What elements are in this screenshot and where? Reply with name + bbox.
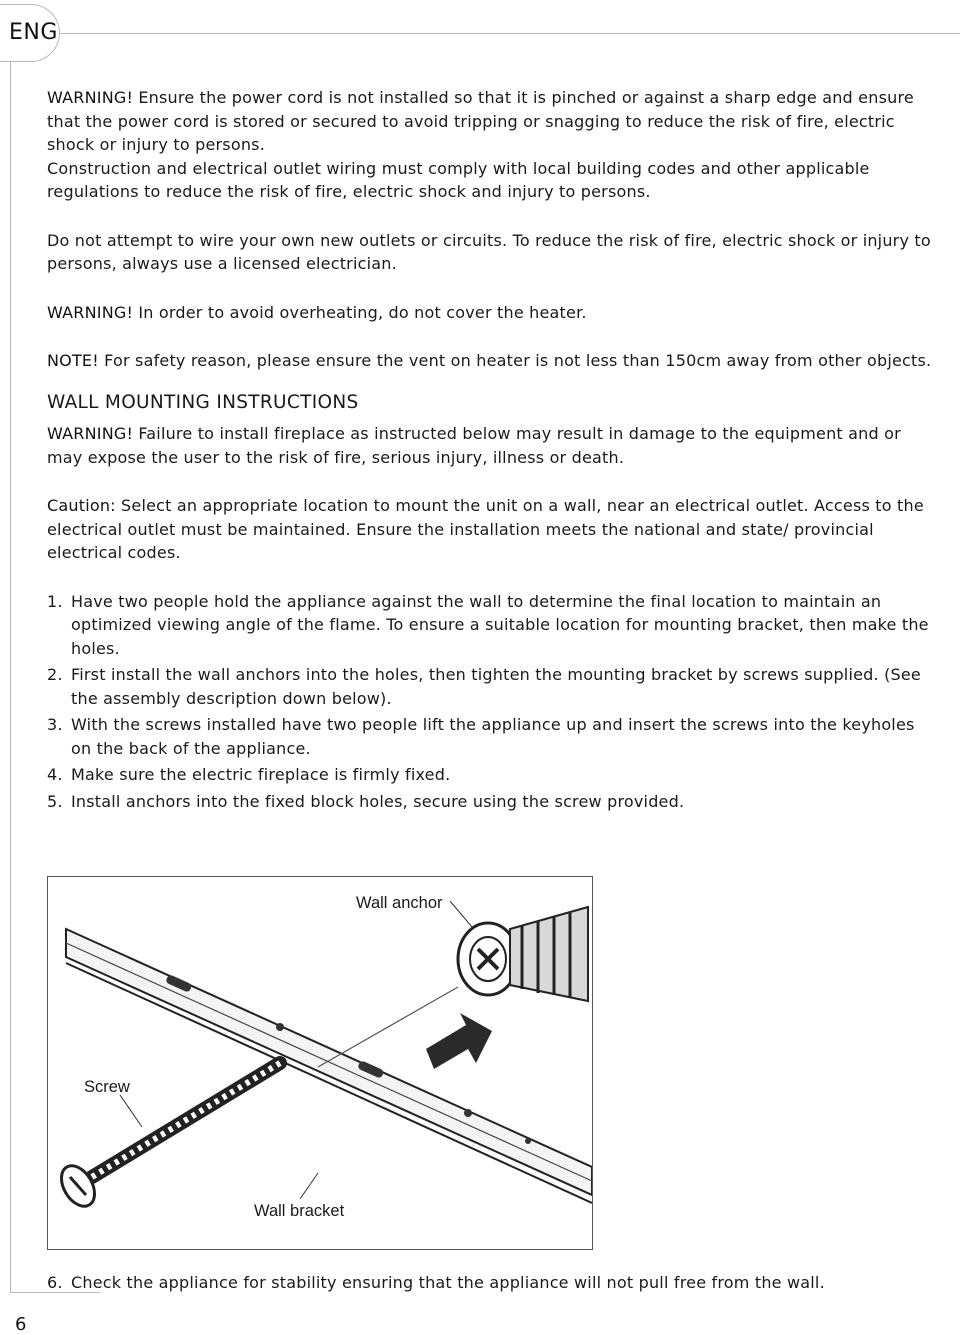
warning-text: Failure to install fireplace as instructed below may result in damage to the equipment and or may expose the user to the risk of fire, serious injury, illness or death.	[47, 424, 901, 467]
step-text: Have two people hold the appliance against the wall to determine the final location to maintain an optimized viewing angle of the flame. To ensure a suitable location for mounting bracket, then make the holes.	[71, 591, 929, 658]
warning-text: Ensure the power cord is not installed so that it is pinched or against a sharp edge and ensure that the power cord is stored or secured to avoid tripping or snagging to reduce the risk of fire, electric shock or injury to persons.	[47, 88, 914, 154]
licensed-electrician-paragraph: Do not attempt to wire your own new outlets or circuits. To reduce the risk of fire, electric shock or injury to persons, always use a licensed electrician.	[47, 230, 931, 273]
step-item	[47, 1271, 937, 1295]
step-item	[47, 590, 937, 661]
caution-text: Select an appropriate location to mount the unit on a wall, near an electrical outlet. Access to the electrical outlet must be maintained. Ensure the installation meets the national and state/ provincial electrical codes.	[47, 496, 924, 562]
instruction-steps	[47, 590, 937, 814]
step-number: 6.	[47, 1273, 63, 1292]
label-wall-bracket: Wall bracket	[254, 1202, 345, 1220]
screw-leader-line	[120, 1095, 142, 1127]
warning-text: In order to avoid overheating, do not cover the heater.	[133, 302, 587, 322]
note-text: For safety reason, please ensure the vent on heater is not less than 150cm away from other objects.	[98, 351, 932, 370]
step-item	[47, 763, 937, 787]
warning-keyword: WARNING!	[47, 88, 134, 107]
note-keyword: NOTE!	[47, 351, 99, 370]
caution-location	[47, 494, 937, 565]
warning-overheating	[47, 301, 937, 325]
step-number: 4.	[47, 765, 63, 784]
step-text: First install the wall anchors into the holes, then tighten the mounting bracket by screws supplied. (See the assembly description down below).	[71, 665, 921, 708]
page-number: 6	[15, 1314, 27, 1335]
label-screw: Screw	[84, 1078, 130, 1096]
language-tab	[0, 4, 60, 62]
warning-power-cord	[47, 86, 937, 157]
language-label: ENG	[9, 20, 58, 45]
note-vent-distance	[47, 349, 937, 373]
page-frame-left	[10, 62, 11, 1292]
step-item	[47, 663, 937, 710]
assembly-drawing	[48, 877, 592, 1249]
step-number: 2.	[47, 665, 63, 684]
step-number: 1.	[47, 591, 63, 611]
document-body	[47, 86, 937, 816]
step-item	[47, 790, 937, 814]
section-heading: WALL MOUNTING INSTRUCTIONS	[47, 391, 359, 413]
assembly-diagram	[47, 876, 593, 1250]
anchor-leader-line	[450, 901, 472, 927]
step-item	[47, 713, 937, 760]
caution-keyword: Caution:	[47, 496, 116, 515]
bracket-leader-line	[300, 1173, 318, 1199]
page-frame-top	[60, 33, 960, 34]
step-text: Install anchors into the fixed block holes, secure using the screw provided.	[71, 791, 685, 811]
warning-keyword: WARNING!	[47, 424, 134, 443]
step-text: With the screws installed have two people lift the appliance up and insert the screws into the keyholes on the back of the appliance.	[71, 715, 915, 758]
wiring-codes-paragraph: Construction and electrical outlet wiring must comply with local building codes and other applicable regulations to reduce the risk of fire, electric shock and injury to persons.	[47, 158, 870, 201]
arrow-icon	[426, 1013, 492, 1069]
step-number: 5.	[47, 791, 63, 811]
step-text: Check the appliance for stability ensuring that the appliance will not pull free from the wall.	[71, 1273, 825, 1292]
step-text: Make sure the electric fireplace is firmly fixed.	[71, 765, 451, 784]
label-wall-anchor: Wall anchor	[356, 894, 443, 912]
warning-installation	[47, 422, 937, 469]
step-number: 3.	[47, 715, 63, 734]
warning-keyword: WARNING!	[47, 302, 134, 322]
